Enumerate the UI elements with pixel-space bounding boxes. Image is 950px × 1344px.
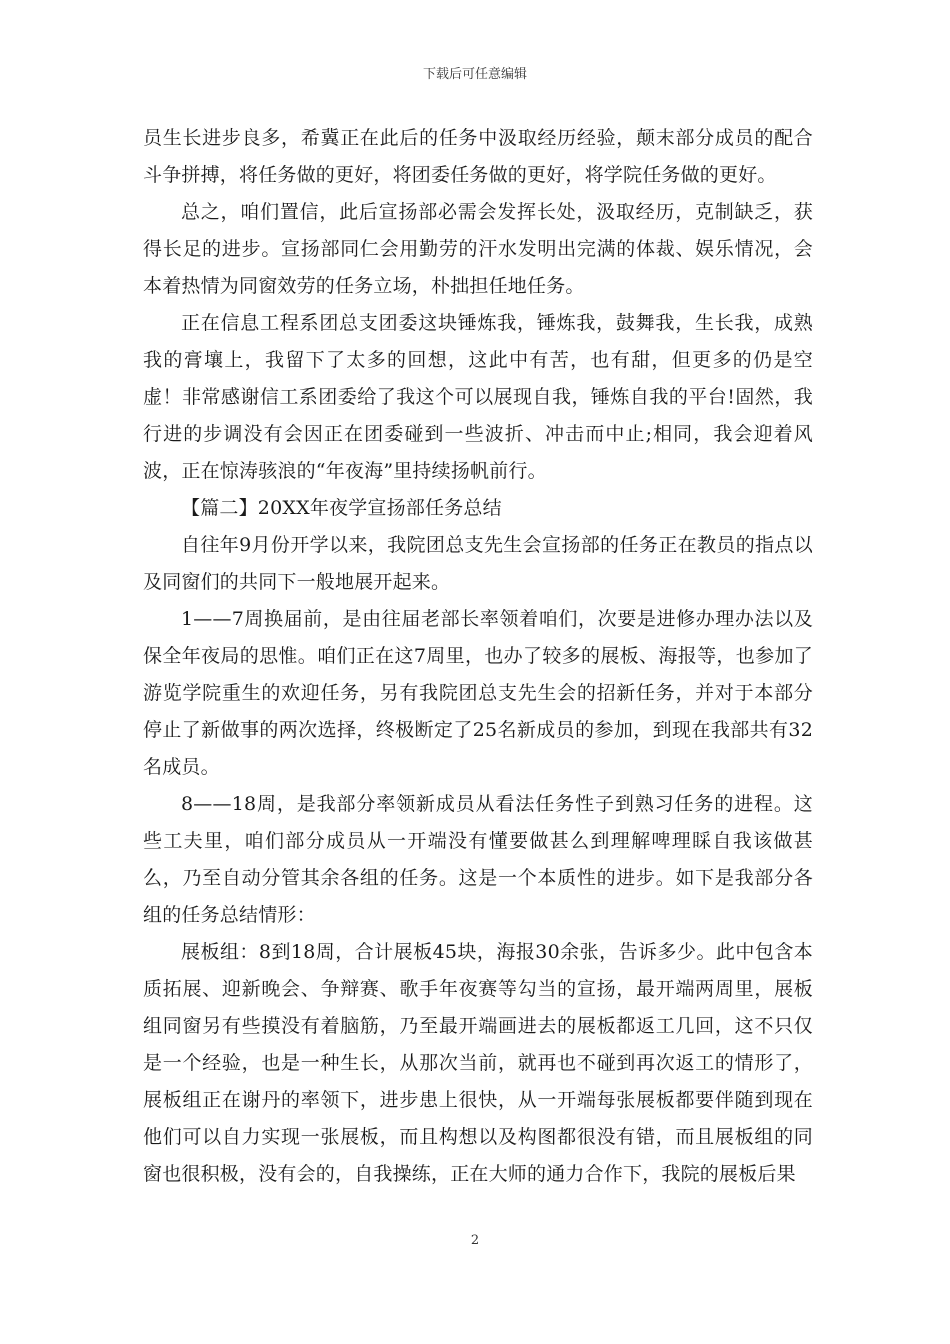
- paragraph: 1——7周换届前，是由往届老部长率领着咱们，次要是进修办理办法以及保全年夜局的思惟。咱们正在这7周里，也办了较多的展板、海报等，也参加了游览学院重生的欢迎任务，另有我院团总支先生会的招新任务，并对于本部分停止了新做事的两次选择，终极断定了25名新成员的参加，到现在我部共有32名成员。: [143, 608, 813, 778]
- paragraph: 总之，咱们置信，此后宣扬部必需会发挥长处，汲取经历，克制缺乏，获得长足的进步。宣扬部同仁会用勤劳的汗水发明出完满的体裁、娱乐情况，会本着热情为同窗效劳的任务立场，朴拙担任地任务。: [143, 201, 813, 297]
- paragraph: 展板组：8到18周，合计展板45块，海报30余张，告诉多少。此中包含本质拓展、迎新晚会、争辩赛、歌手年夜赛等勾当的宣扬，最开端两周里，展板组同窗另有些摸没有着脑筋，乃至最开端画进去的展板都返工几回，这不只仅是一个经验，也是一种生长，从那次当前，就再也不碰到再次返工的情形了，展板组正在谢丹的率领下，进步患上很快，从一开端每张展板都要伴随到现在他们可以自力实现一张展板，而且构想以及构图都很没有错，而且展板组的同窗也很积极，没有会的，自我操练，正在大师的通力合作下，我院的展板后果: [143, 941, 813, 1185]
- paragraph: 自往年9月份开学以来，我院团总支先生会宣扬部的任务正在教员的指点以及同窗们的共同下一般地展开起来。: [143, 534, 813, 593]
- document-body: [143, 120, 813, 1193]
- paragraph: 8——18周，是我部分率领新成员从看法任务性子到熟习任务的进程。这些工夫里，咱们部分成员从一开端没有懂要做甚么到理解啤理睬自我该做甚么，乃至自动分管其余各组的任务。这是一个本质性的进步。如下是我部分各组的任务总结情形：: [143, 793, 813, 926]
- paragraph: 正在信息工程系团总支团委这块锤炼我，锤炼我，鼓舞我，生长我，成熟我的膏壤上，我留下了太多的回想，这此中有苦，也有甜，但更多的仍是空虚！非常感谢信工系团委给了我这个可以展现自我，锤炼自我的平台!固然，我行进的步调没有会因正在团委碰到一些波折、冲击而中止;相同，我会迎着风波，正在惊涛骇浪的“年夜海”里持续扬帆前行。: [143, 312, 813, 482]
- section-heading: 【篇二】20XX年夜学宣扬部任务总结: [181, 497, 502, 519]
- page-number: 2: [470, 1233, 480, 1248]
- page-header: 下载后可任意编辑: [422, 67, 527, 82]
- paragraph: 员生长进步良多，希冀正在此后的任务中汲取经历经验，颠末部分成员的配合斗争拼搏，将任务做的更好，将团委任务做的更好，将学院任务做的更好。: [143, 127, 813, 186]
